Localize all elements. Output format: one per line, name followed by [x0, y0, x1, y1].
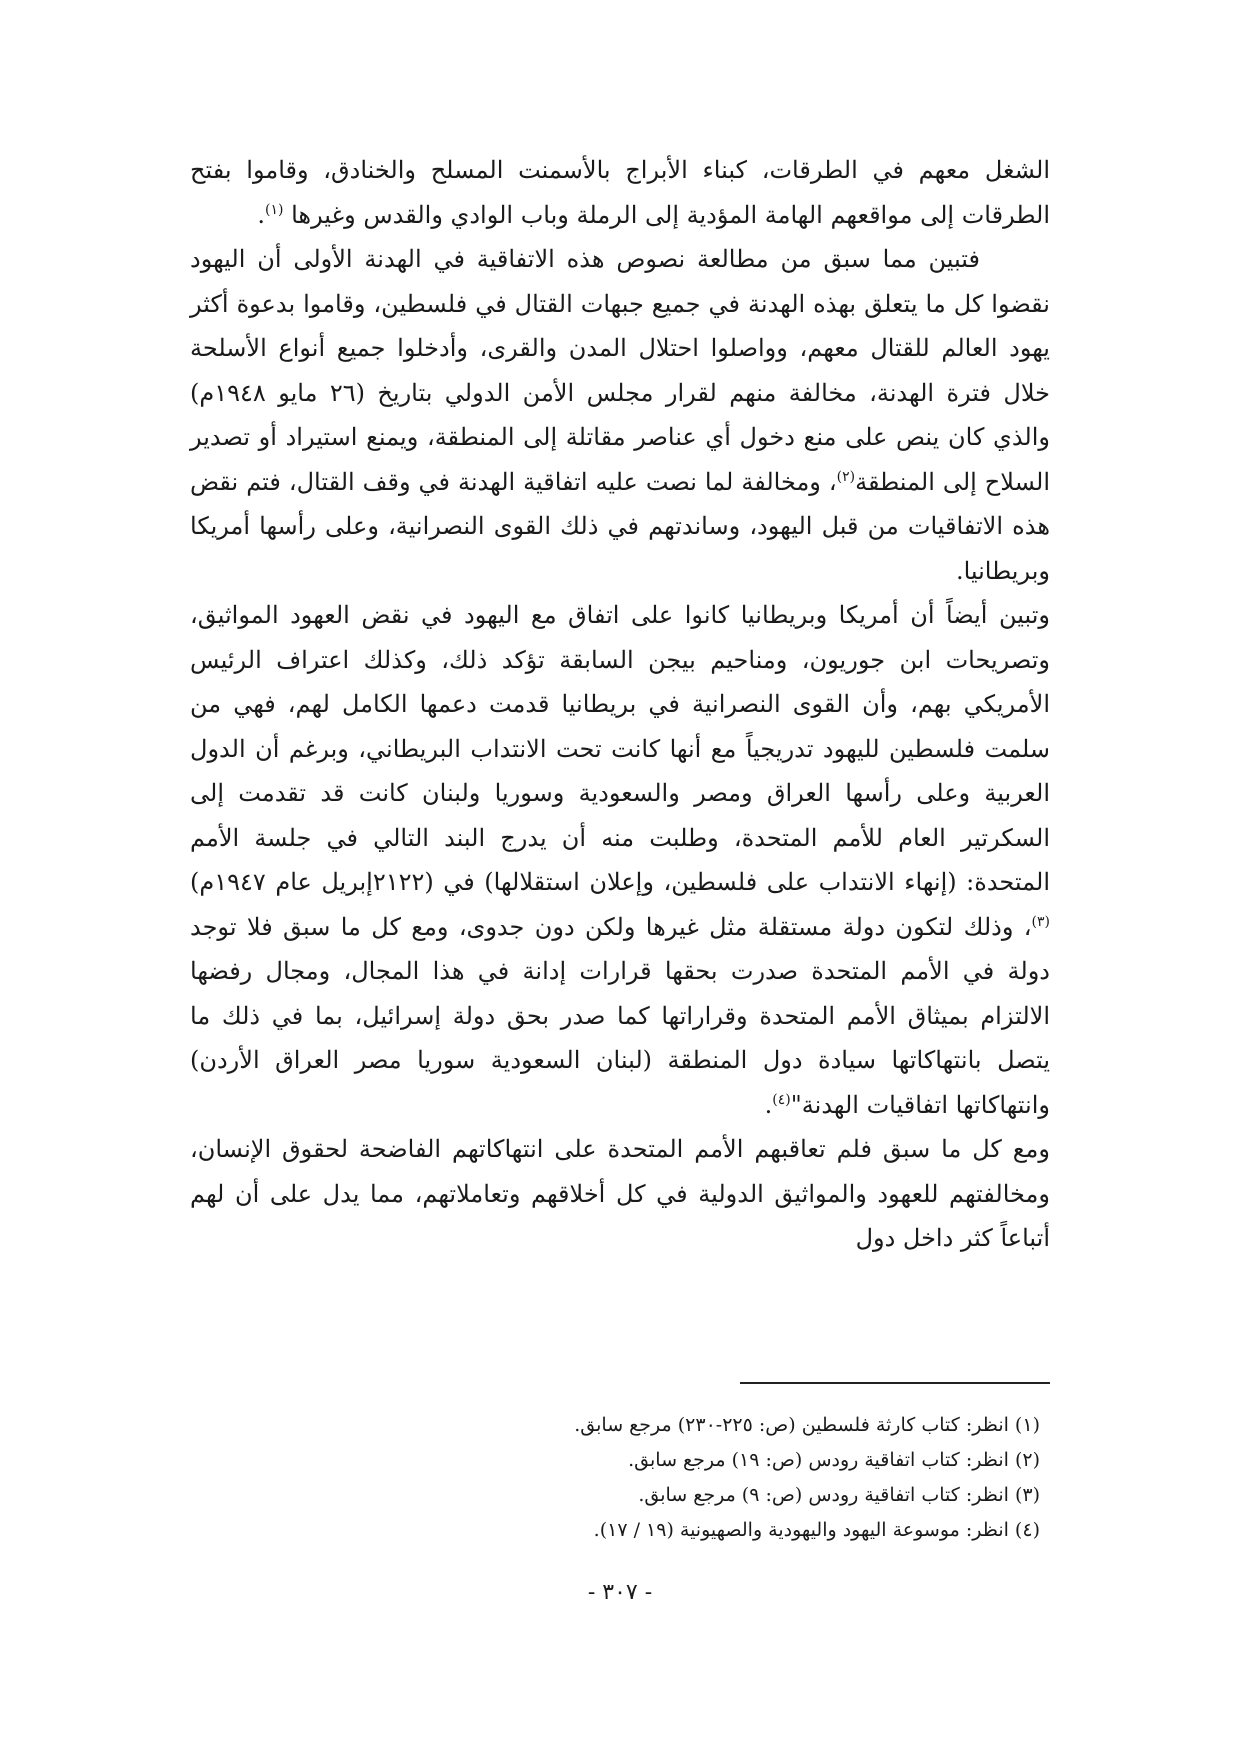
footnote-3: (٣) انظر: كتاب اتفاقية رودس (ص: ٩) مرجع سابق.: [638, 1484, 1040, 1506]
paragraph-1-end: .: [257, 200, 265, 229]
paragraph-4: [190, 1127, 1050, 1261]
footnote-ref-3[interactable]: (٣): [1031, 913, 1050, 930]
page-number: - ٣٠٧ -: [587, 1580, 653, 1605]
footnote-4: (٤) انظر: موسوعة اليهود واليهودية والصهيونية (١٩ / ١٧).: [593, 1519, 1040, 1541]
paragraph-2: [190, 237, 1050, 593]
footnote-2: (٢) انظر: كتاب اتفاقية رودس (ص: ١٩) مرجع سابق.: [628, 1449, 1040, 1471]
footnote-divider: [740, 1382, 1050, 1384]
paragraph-4-text: ومع كل ما سبق فلم تعاقبهم الأمم المتحدة على انتهاكاتهم الفاضحة لحقوق الإنسان، ومخالفتهم للعهود والمواثيق الدولية في كل أخلاقهم وتعاملاتهم، مما يدل على أن لهم أتباعاً كثر داخل دول: [190, 1135, 1050, 1252]
footnote-1: (١) انظر: كتاب كارثة فلسطين (ص: ٢٢٥-٢٣٠) مرجع سابق.: [574, 1414, 1040, 1436]
paragraph-2-text-b: ، ومخالفة لما نصت عليه اتفاقية الهدنة في وقف القتال، فتم نقض هذه الاتفاقيات من قبل اليهود، وساندتهم في ذلك القوى النصرانية، وعلى رأسها أمريكا وبريطانيا.: [190, 467, 1050, 585]
paragraph-3-text-a: وتبين أيضاً أن أمريكا وبريطانيا كانوا على اتفاق مع اليهود في نقض العهود المواثيق، وتصريحات ابن جوريون، ومناحيم بيجن السابقة تؤكد ذلك، وكذلك اعتراف الرئيس الأمريكي بهم، وأن القوى النصرانية في بريطانيا قدمت دعمها الكامل لهم، فهي من سلمت فلسطين لليهود تدريجياً مع أنها كانت تحت الانتداب البريطاني، وبرغم أن الدول العربية وعلى رأسها العراق ومصر والسعودية وسوريا ولبنان كانت قد تقدمت إلى السكرتير العام للأمم المتحدة، وطلبت منه أن يدرج البند التالي في جلسة الأمم المتحدة: (إنهاء الانتداب على فلسطين، وإعلان استقلالها) في (٢١٢٢إبريل عام ١٩٤٧م): [190, 601, 1051, 896]
paragraph-3-end: .: [764, 1090, 773, 1119]
paragraph-1-text: الشغل معهم في الطرقات، كبناء الأبراج بالأسمنت المسلح والخنادق، وقاموا بفتح الطرقات إلى مواقعهم الهامة المؤدية إلى الرملة وباب الوادي والقدس وغيرها: [190, 156, 1050, 229]
paragraph-3: [190, 593, 1050, 1127]
paragraph-1: [190, 148, 1050, 237]
footnote-ref-2[interactable]: (٢): [836, 468, 856, 485]
paragraph-2-text-a: فتبين مما سبق من مطالعة نصوص هذه الاتفاقية في الهدنة الأولى أن اليهود نقضوا كل ما يتعلق بهذه الهدنة في جميع جبهات القتال في فلسطين، وقاموا بدعوة أكثر يهود العالم للقتال معهم، وواصلوا احتلال المدن والقرى، وأدخلوا جميع أنواع الأسلحة خلال فترة الهدنة، مخالفة منهم لقرار مجلس الأمن الدولي بتاريخ (٢٦ مايو ١٩٤٨م) والذي كان ينص على منع دخول أي عناصر مقاتلة إلى المنطقة، ويمنع استيراد أو تصدير السلاح إلى المنطقة: [190, 245, 1050, 496]
paragraph-3-text-b: ، وذلك لتكون دولة مستقلة مثل غيرها ولكن دون جدوى، ومع كل ما سبق فلا توجد دولة في الأمم المتحدة صدرت بحقها قرارات إدانة في هذا المجال، ومجال رفضها الالتزام بميثاق الأمم المتحدة وقراراتها كما صدر بحق دولة إسرائيل، بما في ذلك ما يتصل بانتهاكاتها سيادة دول المنطقة (لبنان السعودية سوريا مصر العراق الأردن) وانتهاكاتها اتفاقيات الهدنة": [190, 912, 1051, 1119]
footnote-ref-4[interactable]: (٤): [772, 1091, 791, 1108]
footnote-ref-1[interactable]: (١): [264, 201, 284, 218]
footnotes-list: [190, 1408, 1040, 1548]
page-body: [190, 148, 1050, 1261]
